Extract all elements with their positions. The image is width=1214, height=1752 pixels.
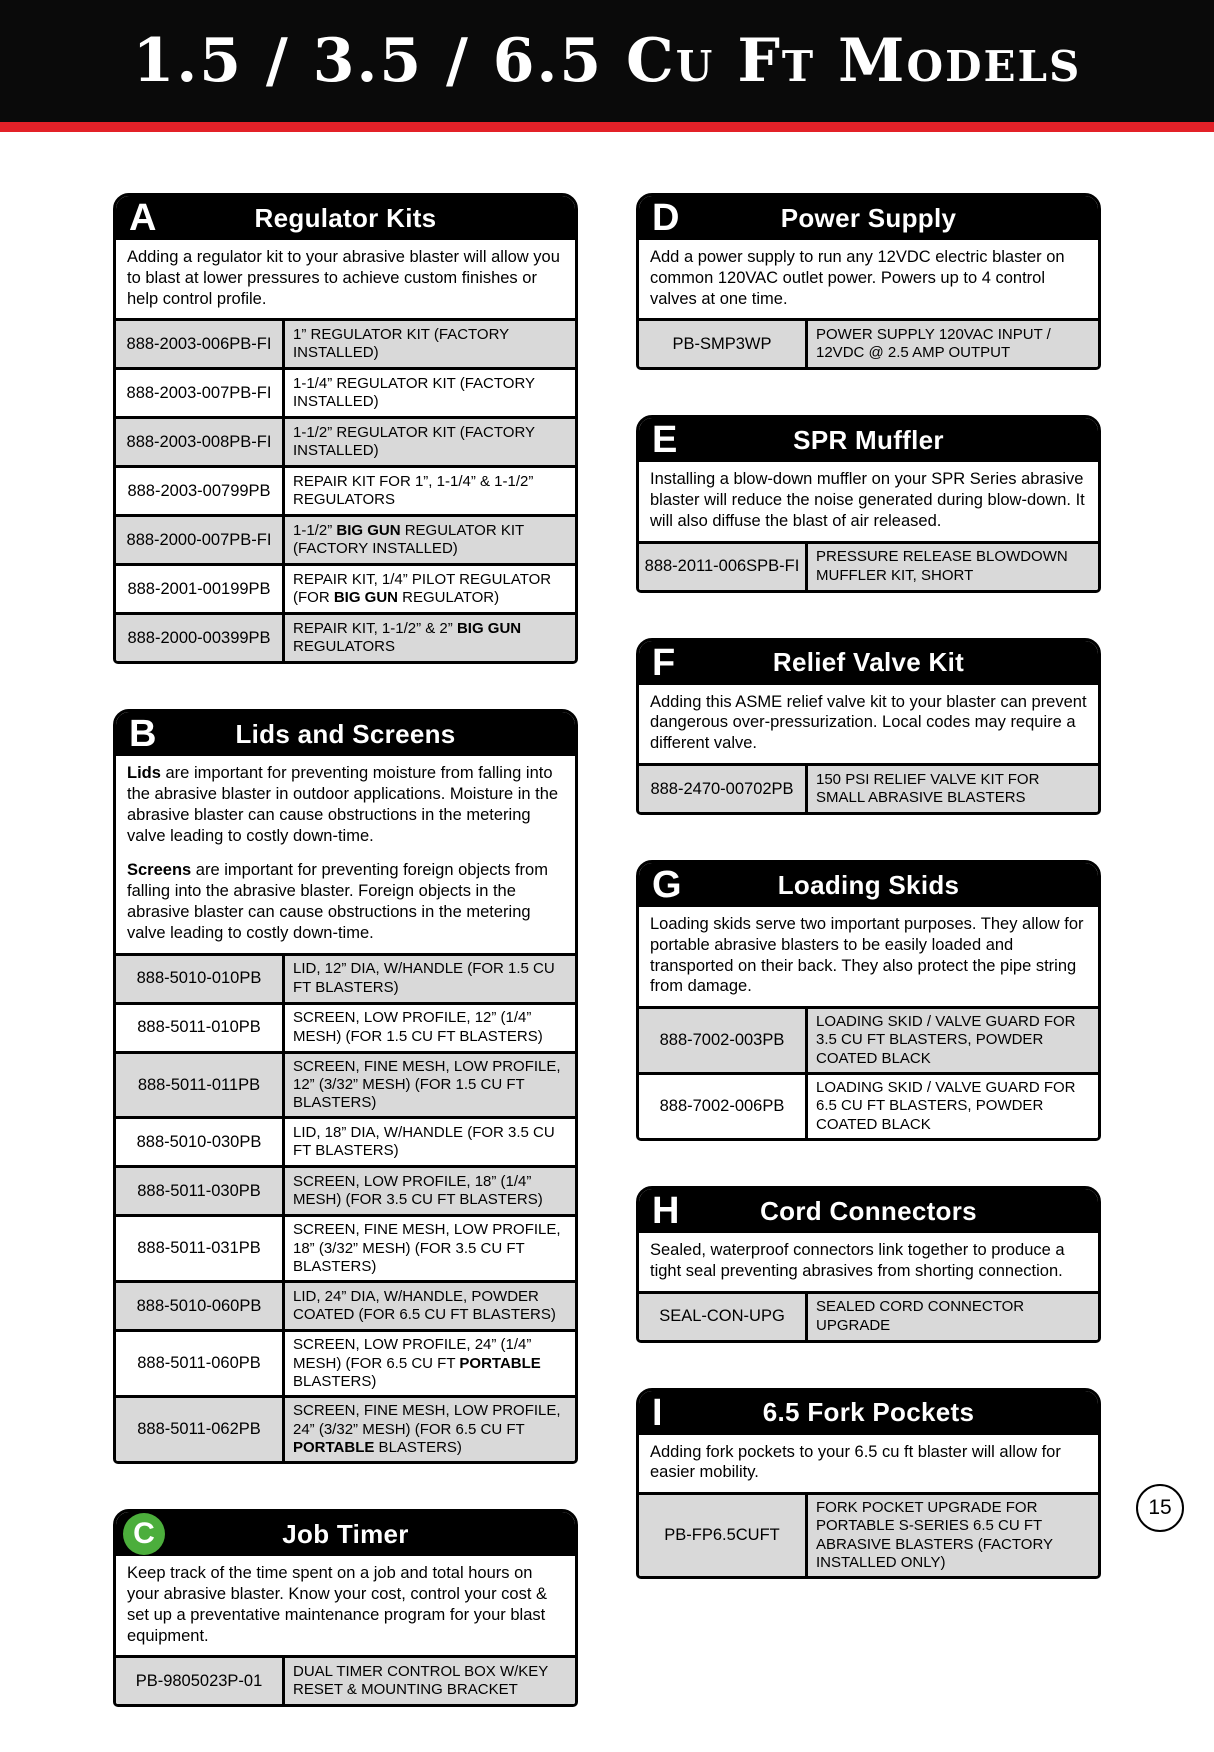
part-description-cell: LID, 18” DIA, W/HANDLE (FOR 3.5 CU FT BLASTERS) xyxy=(284,1118,576,1167)
table-row xyxy=(639,1009,1098,1073)
table-row xyxy=(116,1216,575,1282)
description-paragraph: Adding fork pockets to your 6.5 cu ft blaster will allow for easier mobility. xyxy=(650,1442,1061,1482)
section-I xyxy=(636,1388,1101,1580)
section-description xyxy=(639,462,1098,543)
section-description xyxy=(639,1233,1098,1294)
parts-table xyxy=(639,1009,1098,1138)
description-paragraph: Adding this ASME relief valve kit to your blaster can prevent dangerous over-pressurization. Local codes may require a different valve. xyxy=(650,692,1087,753)
section-header xyxy=(639,196,1098,240)
left-column xyxy=(113,193,578,1752)
section-title: SPR Muffler xyxy=(793,425,944,456)
section-letter-badge: I xyxy=(652,1391,663,1434)
table-row xyxy=(116,1167,575,1216)
accent-stripe xyxy=(0,122,1214,132)
catalog-content xyxy=(0,132,1214,1752)
section-H xyxy=(636,1186,1101,1343)
part-description-cell: LOADING SKID / VALVE GUARD FOR 6.5 CU FT BLASTERS, POWDER COATED BLACK xyxy=(807,1074,1099,1138)
section-F xyxy=(636,638,1101,815)
section-header xyxy=(116,196,575,240)
part-number-cell: 888-5011-062PB xyxy=(116,1397,284,1461)
section-description xyxy=(639,685,1098,766)
part-description-cell: FORK POCKET UPGRADE FOR PORTABLE S-SERIES 6.5 CU FT ABRASIVE BLASTERS (FACTORY INSTALLED ONLY) xyxy=(807,1495,1099,1576)
part-description-cell: 1” REGULATOR KIT (FACTORY INSTALLED) xyxy=(284,321,576,369)
part-number-cell: 888-5010-010PB xyxy=(116,956,284,1004)
section-letter-badge: F xyxy=(652,641,676,684)
part-number-cell: 888-5011-031PB xyxy=(116,1216,284,1282)
part-description-cell: SCREEN, LOW PROFILE, 18” (1/4” MESH) (FOR 3.5 CU FT BLASTERS) xyxy=(284,1167,576,1216)
section-G xyxy=(636,860,1101,1141)
part-description-cell: SCREEN, LOW PROFILE, 12” (1/4” MESH) (FOR 1.5 CU FT BLASTERS) xyxy=(284,1003,576,1052)
section-letter-badge: B xyxy=(129,713,157,756)
table-row xyxy=(116,1052,575,1118)
section-title: Regulator Kits xyxy=(254,202,437,233)
table-row xyxy=(639,321,1098,367)
part-description-cell: SCREEN, LOW PROFILE, 24” (1/4” MESH) (FOR 6.5 CU FT PORTABLE BLASTERS) xyxy=(284,1331,576,1397)
part-description-cell: REPAIR KIT, 1/4” PILOT REGULATOR (FOR BIG GUN REGULATOR) xyxy=(284,565,576,614)
section-description xyxy=(116,756,575,955)
part-description-cell: LOADING SKID / VALVE GUARD FOR 3.5 CU FT BLASTERS, POWDER COATED BLACK xyxy=(807,1009,1099,1073)
table-row xyxy=(639,1294,1098,1340)
section-header xyxy=(639,1189,1098,1233)
table-row xyxy=(116,1003,575,1052)
description-paragraph: Keep track of the time spent on a job and total hours on your abrasive blaster. Know your cost, control your cost & set up a preventative maintenance program for your blast equipment. xyxy=(127,1564,548,1645)
section-title: 6.5 Fork Pockets xyxy=(762,1397,975,1428)
section-title: Lids and Screens xyxy=(235,719,456,750)
part-number-cell: 888-2000-00399PB xyxy=(116,614,284,662)
part-description-cell: 1-1/4” REGULATOR KIT (FACTORY INSTALLED) xyxy=(284,369,576,418)
part-number-cell: 888-5011-030PB xyxy=(116,1167,284,1216)
part-number-cell: SEAL-CON-UPG xyxy=(639,1294,807,1340)
parts-table xyxy=(639,766,1098,812)
part-number-cell: 888-5010-030PB xyxy=(116,1118,284,1167)
description-paragraph: Sealed, waterproof connectors link together to produce a tight seal preventing abrasives from shorting connection. xyxy=(650,1240,1065,1280)
part-number-cell: 888-2003-008PB-FI xyxy=(116,418,284,467)
description-paragraph: Screens are important for preventing foreign objects from falling into the abrasive blaster. Foreign objects in the abrasive blaster can cause obstructions in the metering valve leading to costly down-time. xyxy=(127,861,548,942)
table-row xyxy=(639,1074,1098,1138)
part-description-cell: SCREEN, FINE MESH, LOW PROFILE, 18” (3/32” MESH) (FOR 3.5 CU FT BLASTERS) xyxy=(284,1216,576,1282)
section-title: Loading Skids xyxy=(777,869,960,900)
part-number-cell: 888-5010-060PB xyxy=(116,1282,284,1331)
description-paragraph: Lids are important for preventing moisture from falling into the abrasive blaster in outdoor applications. Moisture in the abrasive blaster can cause obstructions in the metering valve leading to costly down-time. xyxy=(127,764,559,845)
part-description-cell: 150 PSI RELIEF VALVE KIT FOR SMALL ABRASIVE BLASTERS xyxy=(807,766,1099,812)
part-number-cell: PB-9805023P-01 xyxy=(116,1658,284,1704)
table-row xyxy=(116,1331,575,1397)
section-title: Cord Connectors xyxy=(760,1195,977,1226)
part-description-cell: REPAIR KIT, 1-1/2” & 2” BIG GUN REGULATORS xyxy=(284,614,576,662)
section-description xyxy=(116,1556,575,1658)
parts-table xyxy=(639,544,1098,590)
table-row xyxy=(639,766,1098,812)
part-number-cell: 888-2011-006SPB-FI xyxy=(639,544,807,590)
page-banner xyxy=(0,0,1214,122)
section-letter-badge: E xyxy=(652,419,678,462)
table-row xyxy=(116,418,575,467)
parts-table xyxy=(116,1658,575,1704)
part-number-cell: 888-7002-006PB xyxy=(639,1074,807,1138)
section-description xyxy=(639,907,1098,1009)
section-title: Job Timer xyxy=(282,1518,409,1549)
table-row xyxy=(116,614,575,662)
section-title: Relief Valve Kit xyxy=(772,647,965,678)
table-row xyxy=(116,369,575,418)
table-row xyxy=(116,956,575,1004)
description-paragraph: Loading skids serve two important purposes. They allow for portable abrasive blasters to be easily loaded and transported on their back. They also protect the pipe string from damage. xyxy=(650,915,1084,996)
parts-table xyxy=(639,1294,1098,1340)
section-header xyxy=(116,712,575,756)
page-title: 1.5 / 3.5 / 6.5 Cu Ft Models xyxy=(132,26,1082,96)
description-paragraph: Add a power supply to run any 12VDC electric blaster on common 120VAC outlet power. Powers up to 4 control valves at one time. xyxy=(650,248,1065,308)
right-column xyxy=(636,193,1101,1752)
section-header xyxy=(639,1391,1098,1435)
part-number-cell: 888-7002-003PB xyxy=(639,1009,807,1073)
table-row xyxy=(116,467,575,516)
section-B xyxy=(113,709,578,1464)
section-description xyxy=(116,240,575,321)
section-D xyxy=(636,193,1101,370)
part-number-cell: 888-2470-00702PB xyxy=(639,766,807,812)
table-row xyxy=(116,321,575,369)
part-number-cell: 888-5011-010PB xyxy=(116,1003,284,1052)
table-row xyxy=(639,1495,1098,1576)
table-row xyxy=(116,1282,575,1331)
section-letter-badge: A xyxy=(129,197,157,239)
part-description-cell: DUAL TIMER CONTROL BOX W/KEY RESET & MOUNTING BRACKET xyxy=(284,1658,576,1704)
part-description-cell: POWER SUPPLY 120VAC INPUT / 12VDC @ 2.5 AMP OUTPUT xyxy=(807,321,1099,367)
section-letter-badge: H xyxy=(652,1189,680,1232)
parts-table xyxy=(116,956,575,1462)
page-number-badge: 15 xyxy=(1136,1484,1184,1532)
part-description-cell: LID, 24” DIA, W/HANDLE, POWDER COATED (FOR 6.5 CU FT BLASTERS) xyxy=(284,1282,576,1331)
part-number-cell: 888-5011-060PB xyxy=(116,1331,284,1397)
section-letter-badge: C xyxy=(123,1513,165,1555)
part-description-cell: SEALED CORD CONNECTOR UPGRADE xyxy=(807,1294,1099,1340)
part-number-cell: 888-2003-007PB-FI xyxy=(116,369,284,418)
description-paragraph: Installing a blow-down muffler on your SPR Series abrasive blaster will reduce the noise generated during blow-down. It will also diffuse the blast of air released. xyxy=(650,470,1085,530)
part-number-cell: 888-5011-011PB xyxy=(116,1052,284,1118)
section-header xyxy=(116,1512,575,1556)
part-number-cell: 888-2003-006PB-FI xyxy=(116,321,284,369)
table-row xyxy=(116,1118,575,1167)
part-number-cell: 888-2003-00799PB xyxy=(116,467,284,516)
section-title: Power Supply xyxy=(780,202,957,233)
section-C xyxy=(113,1509,578,1707)
part-description-cell: LID, 12” DIA, W/HANDLE (FOR 1.5 CU FT BLASTERS) xyxy=(284,956,576,1004)
section-description xyxy=(639,1435,1098,1496)
part-description-cell: SCREEN, FINE MESH, LOW PROFILE, 24” (3/32” MESH) (FOR 6.5 CU FT PORTABLE BLASTERS) xyxy=(284,1397,576,1461)
section-description xyxy=(639,240,1098,321)
part-number-cell: 888-2000-007PB-FI xyxy=(116,516,284,565)
part-number-cell: 888-2001-00199PB xyxy=(116,565,284,614)
part-number-cell: PB-SMP3WP xyxy=(639,321,807,367)
part-description-cell: REPAIR KIT FOR 1”, 1-1/4” & 1-1/2” REGULATORS xyxy=(284,467,576,516)
table-row xyxy=(116,516,575,565)
section-E xyxy=(636,415,1101,592)
description-paragraph: Adding a regulator kit to your abrasive blaster will allow you to blast at lower pressures to achieve custom finishes or help control profile. xyxy=(127,248,560,308)
table-row xyxy=(116,1397,575,1461)
part-description-cell: 1-1/2” BIG GUN REGULATOR KIT (FACTORY INSTALLED) xyxy=(284,516,576,565)
parts-table xyxy=(639,321,1098,367)
section-header xyxy=(639,863,1098,907)
section-header xyxy=(639,418,1098,462)
part-description-cell: PRESSURE RELEASE BLOWDOWN MUFFLER KIT, SHORT xyxy=(807,544,1099,590)
section-header xyxy=(639,641,1098,685)
parts-table xyxy=(116,321,575,661)
section-letter-badge: G xyxy=(652,864,682,907)
parts-table xyxy=(639,1495,1098,1576)
table-row xyxy=(116,565,575,614)
table-row xyxy=(116,1658,575,1704)
section-letter-badge: D xyxy=(652,197,680,239)
part-description-cell: SCREEN, FINE MESH, LOW PROFILE, 12” (3/32” MESH) (FOR 1.5 CU FT BLASTERS) xyxy=(284,1052,576,1118)
table-row xyxy=(639,544,1098,590)
part-number-cell: PB-FP6.5CUFT xyxy=(639,1495,807,1576)
part-description-cell: 1-1/2” REGULATOR KIT (FACTORY INSTALLED) xyxy=(284,418,576,467)
section-A xyxy=(113,193,578,664)
